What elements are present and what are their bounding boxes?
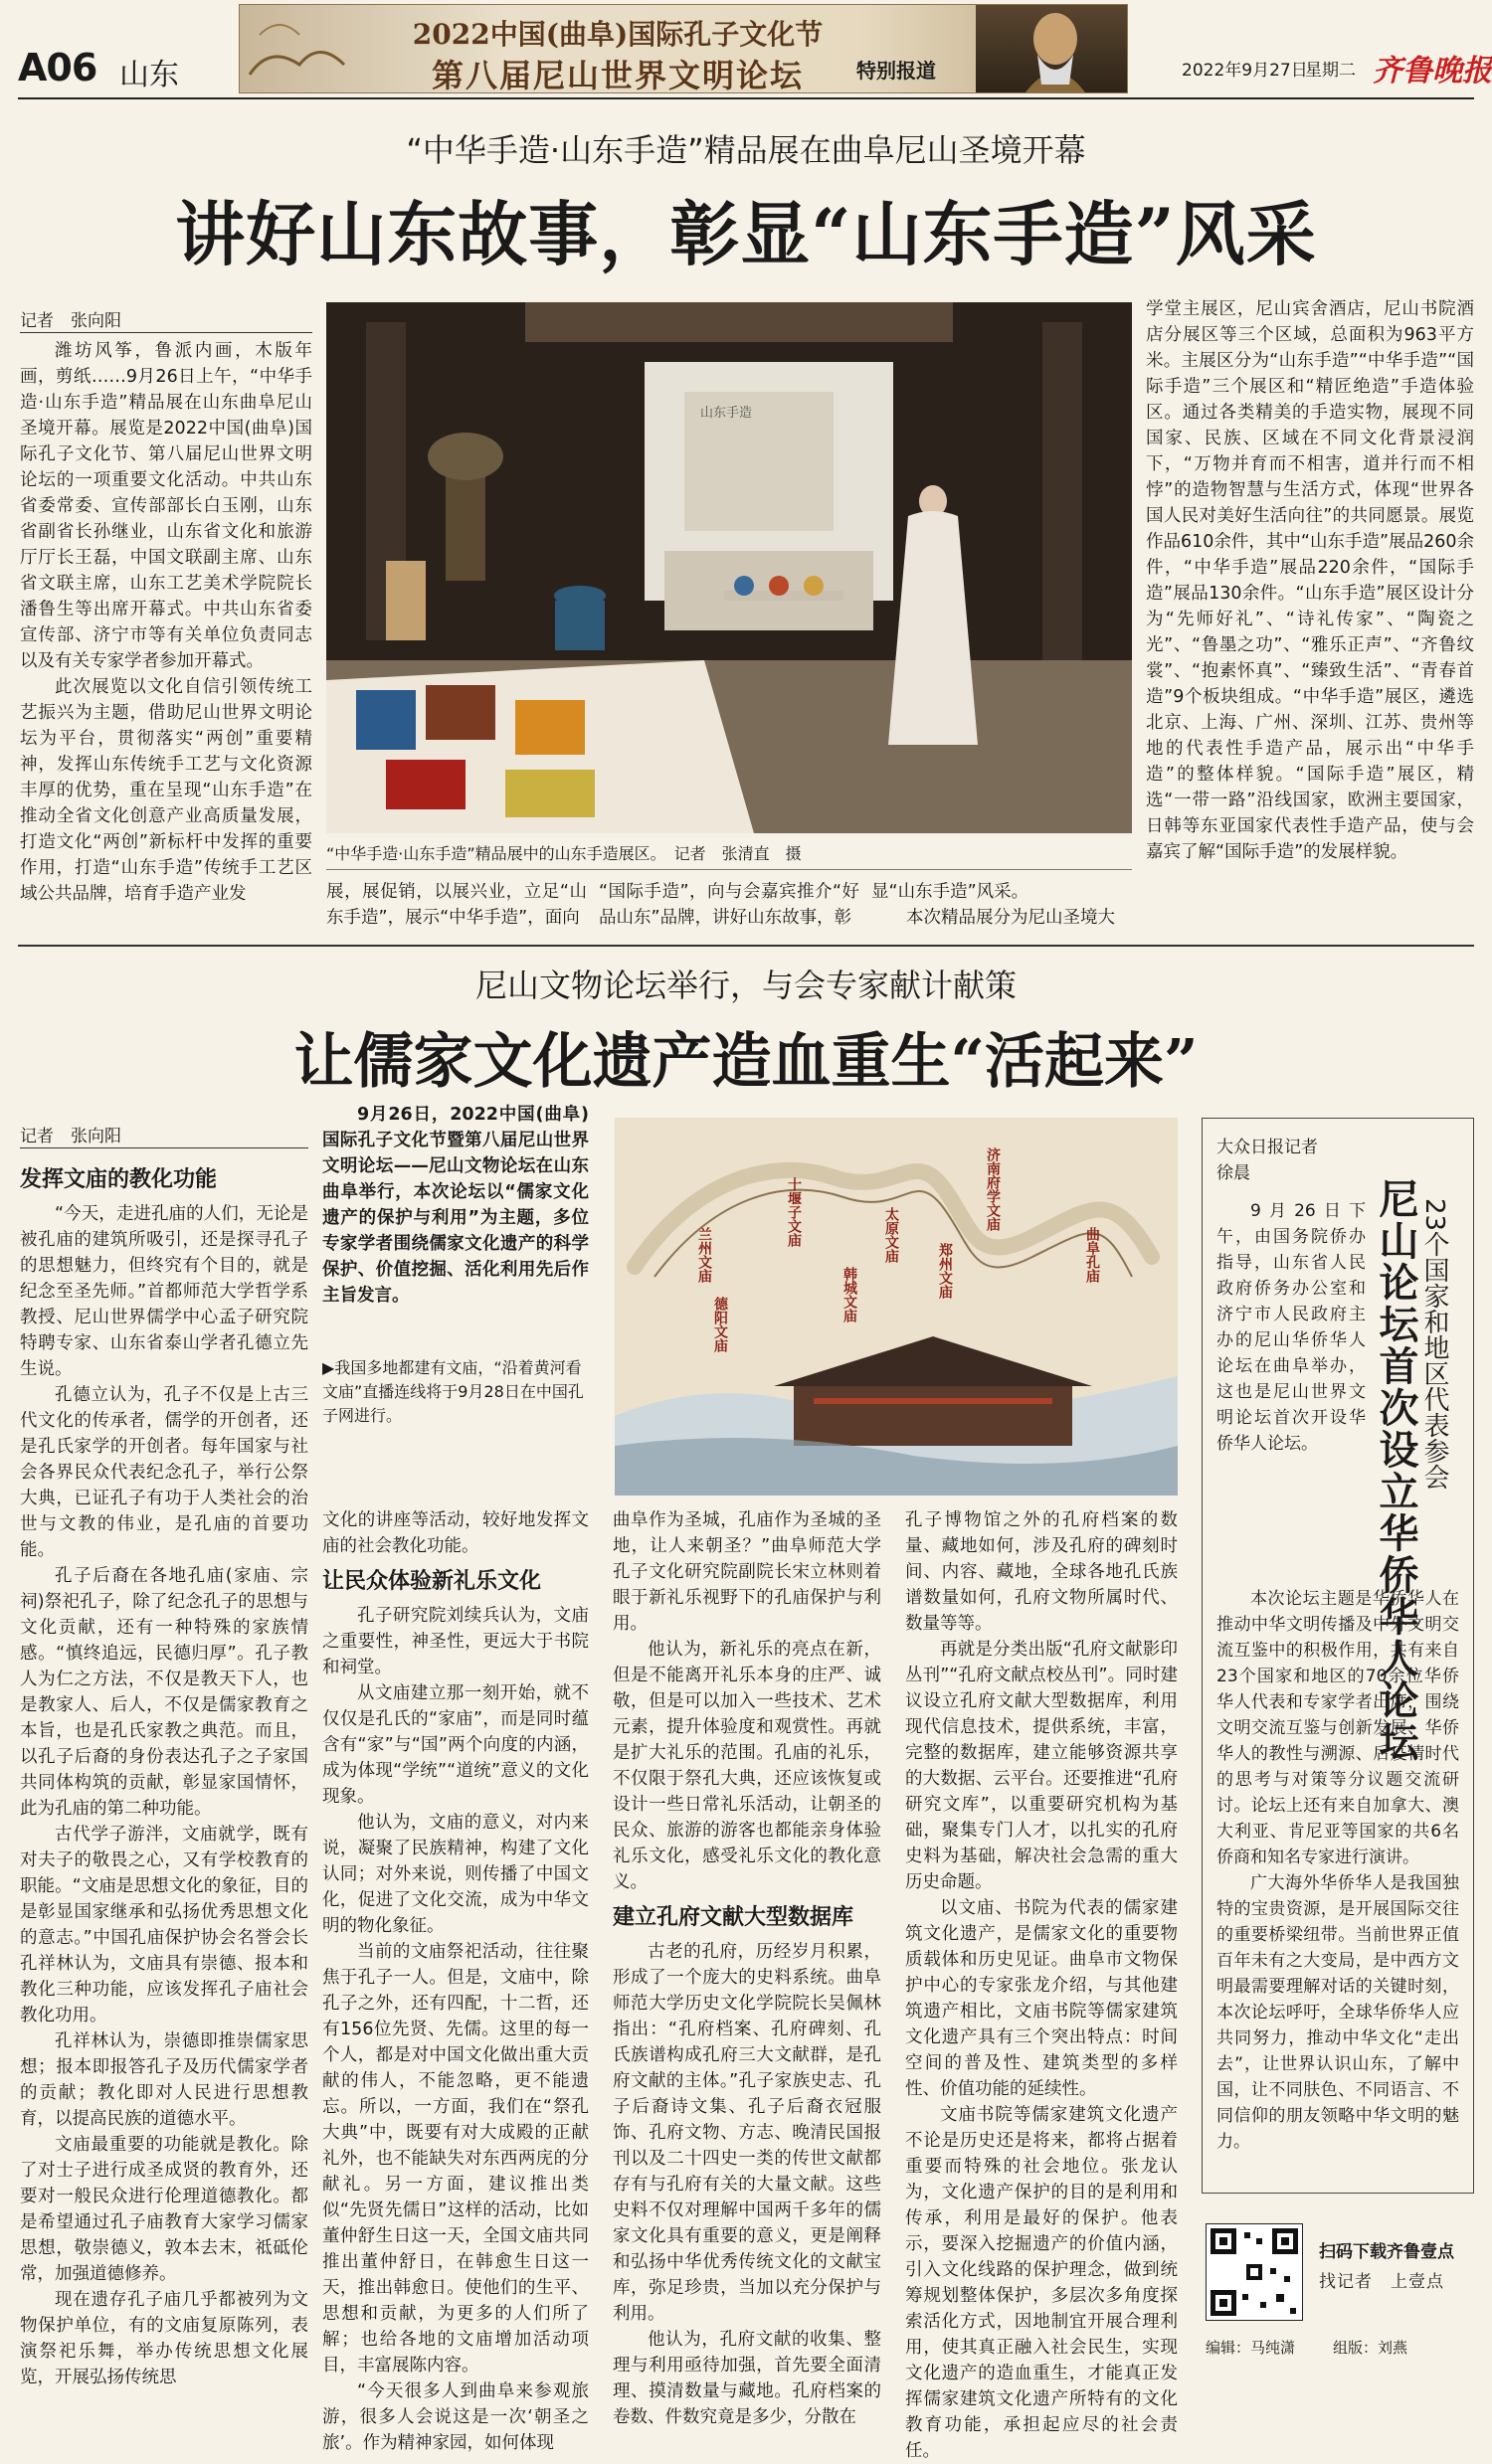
article1-paragraph: 展，展促销，以展兴业，立足“山东手造”，展示“中华手造”，面向	[326, 882, 587, 928]
article3-kicker: 23个国家和地区代表参会	[1419, 1198, 1449, 1491]
masthead-rule	[18, 97, 1474, 99]
editor-credit: 编辑：马纯潇	[1206, 2339, 1296, 2357]
article1-paragraph: 此次展览以文化自信引领传统工艺振兴为主题，借助尼山世界文明论坛为平台，贯彻落实“两创”重要精神，发挥山东传统手工艺与文化资源丰厚的优势，重在呈现“山东手造”在推动全省文化创意产业高质量发展，打造文化“两创”新标杆中发挥的重要作用，打造“山东手造”传统手工艺区域公共品牌，培育手造产业发	[20, 677, 312, 904]
map-label-taiyuan: 太原文庙	[883, 1207, 899, 1263]
map-caption	[322, 1356, 589, 1428]
article1-paragraph: 学堂主展区，尼山宾舍酒店，尼山书院酒店分展区等三个区域，总面积为963平方米。主展区分为“山东手造”“中华手造”“国际手造”三个展区和“精匠绝造”手造体验区。通过各类精美的手造实物，展现不同国家、民族、区域在不同文化背景浸润下，“万物并育而不相害，道并行而不相悖”的造物智慧与生活方式，体现“世界各国人民对美好生活向往”的共同愿景。展览作品610余件，其中“山东手造”展品260余件，“中华手造”展品220余件，“国际手造”展品130余件。“山东手造”展区设计分为“先师好礼”、“诗礼传家”、“陶瓷之光”、“鲁墨之功”、“雅乐正声”、“齐鲁纹裳”、“抱素怀真”、“臻致生活”、“青春首造”9个板块组成。“中华手造”展区，遴选北京、上海、广州、深圳、江苏、贵州等地的代表性手造产品，展示出“中华手造”的整体样貌。“国际手造”展区，精选“一带一路”沿线国家，欧洲主要国家，日韩等东亚国家代表性手造产品，使与会嘉宾了解“国际手造”的发展样貌。	[1146, 299, 1474, 862]
article2-column3	[613, 1507, 881, 2430]
article2-paragraph: 孔子博物馆之外的孔府档案的数量、藏地如何，涉及孔府的碑刻时间、内容、藏地，全球各地孔氏族谱数量如何，孔府文物所属时代、数量等等。	[905, 1510, 1178, 1634]
article2-paragraph: 孔子后裔在各地孔庙(家庙、宗祠)祭祀孔子，除了纪念孔子的思想与文化贡献，还有一种特殊的家族情感。“慎终追远，民德归厚”。孔子教人为仁之方法，不仅是教天下人，也是教家人、后人，不仅是儒家教育之本旨，也是孔氏家教之典范。而且，以孔子后裔的身份表达孔子之子家国共同体构筑的贡献，彰显家国情怀，此为孔庙的第二种功能。	[20, 1566, 308, 1819]
page-number: A06	[18, 46, 97, 89]
qr-caption-line1: 扫码下载齐鲁壹点	[1319, 2242, 1454, 2262]
article1-paragraph: 潍坊风筝，鲁派内画，木版年画，剪纸……9月26日上午，“中华手造·山东手造”精品展在山东曲阜尼山圣境开幕。展览是2022中国(曲阜)国际孔子文化节、第八届尼山世界文明论坛的一项重要文化活动。中共山东省委常委、宣传部部长白玉刚，山东省副省长孙继业，山东省文化和旅游厅厅长王磊，中国文联副主席、山东省文联主席，山东工艺美术学院院长潘鲁生等出席开幕式。中共山东省委宣传部、济宁市等有关单位负责同志以及有关专家学者参加开幕式。	[20, 341, 312, 671]
qr-code-pattern-icon	[1207, 2224, 1302, 2320]
article2-paragraph: 古代学子游泮，文庙就学，既有对夫子的敬畏之心，又有学校教育的职能。“文庙是思想文化的象征，目的是彰显国家继承和弘扬优秀思想文化的意志。”中国孔庙保护协会名誉会长孔祥林认为，文庙具有崇德、报本和教化三种功能，应该发挥孔子庙社会教化功用。	[20, 1825, 308, 2025]
subheading-teaching-function: 发挥文庙的教化功能	[20, 1167, 218, 1192]
article3-headline: 尼山论坛首次设立华侨华人论坛	[1373, 1178, 1419, 1763]
article3-paragraph: 本次论坛主题是华侨华人在推动中华文明传播及中外文明交流互鉴中的积极作用，共有来自23个国家和地区的70余位华侨华人代表和专家学者出席，围绕文明交流互鉴与创新发展、华侨华人的教性与溯源、后疫情时代的思考与对策等分议题交流研讨。论坛上还有来自加拿大、澳大利亚、肯尼亚等国家的共6名侨商和知名专家进行演讲。	[1216, 1589, 1459, 1867]
article2-paragraph: 当前的文庙祭祀活动，往往聚焦于孔子一人。但是，文庙中，除孔子之外，还有四配，十二哲，还有156位先贤、先儒。这里的每一个人，都是对中国文化做出重大贡献的伟人，不能忽略，更不能遗忘。所以，一方面，我们在“祭孔大典”中，既要有对大成殿的正献礼外，也不能缺失对东西两庑的分献礼。另一方面，建议推出类似“先贤先儒日”这样的活动，比如董仲舒生日这一天，全国文庙共同推出董仲舒日，在韩愈生日这一天，推出韩愈日。使他们的生平、思想和贡献，为更多的人们所了解；也给各地的文庙增加活动项目，丰富展陈内容。	[322, 1942, 589, 2376]
article1-column5	[1146, 296, 1474, 865]
article1-paragraph: 本次精品展分为尼山圣境大	[906, 908, 1115, 928]
article3-byline-org: 大众日报记者	[1216, 1138, 1318, 1157]
article2-column1	[20, 1157, 308, 2390]
article2-lead: 9月26日，2022中国(曲阜)国际孔子文化节暨第八届尼山世界文明论坛——尼山文物论坛在山东曲阜举行，本次论坛以“儒家文化遗产的保护与利用”为主题，多位专家学者围绕儒家文化遗产的科学保护、价值挖掘、活化利用先后作主旨发言。	[322, 1105, 589, 1306]
article2-kicker: 尼山文物论坛举行，与会专家献计献策	[474, 967, 1017, 1004]
exhibition-hall-scene	[326, 302, 1132, 833]
article2-paragraph: 他认为，孔府文献的收集、整理与利用亟待加强，首先要全面清理、摸清数量与藏地。孔府档案的卷数、件数究竟是多少，分散在	[613, 2330, 881, 2427]
exhibition-sign: 山东手造	[700, 406, 753, 421]
article3-body-full	[1216, 1586, 1459, 2155]
article2-paragraph: 从文庙建立那一刻开始，就不仅仅是孔氏的“家庙”，而是同时蕴含有“家”与“国”两个向度的内涵，成为体现“学统”“道统”意义的文化现象。	[322, 1683, 589, 1807]
qr-code[interactable]	[1206, 2223, 1303, 2321]
article2-paragraph: 孔德立认为，孔子不仅是上古三代文化的传承者，儒学的开创者，还是孔氏家学的开创者。每年国家与社会各界民众代表纪念孔子，举行公祭大典，已证孔子有功于人类社会的治世与文教的伟业，是孔庙的首要功能。	[20, 1385, 308, 1560]
article3-paragraph: 广大海外华侨华人是我国独特的宝贵资源，是开展国际交往的重要桥梁纽带。当前世界正值百年未有之大变局，是中西方文明最需要理解对话的关键时刻，本次论坛呼吁，全球华侨华人应共同努力，推动中华文化“走出去”，让世界认识山东，了解中国，让不同肤色、不同语言、不同信仰的朋友领略中华文明的魅力。	[1216, 1873, 1459, 2152]
article2-paragraph: “今天，走进孔庙的人们，无论是被孔庙的建筑所吸引，还是探寻孔子的思想魅力，但终究有个目的，就是纪念至圣先师。”首都师范大学哲学系教授、尼山世界儒学中心孟子研究院特聘专家、山东省泰山学者孔德立先生说。	[20, 1204, 308, 1379]
article2-paragraph: 文化的讲座等活动，较好地发挥文庙的社会教化功能。	[322, 1510, 589, 1556]
banner-tag: 特别报道	[856, 59, 936, 83]
masthead	[0, 0, 1492, 99]
article1-caption-rule	[326, 869, 1132, 870]
article2-byline-rule	[20, 1147, 308, 1148]
article1-photo-caption: “中华手造·山东手造”精品展中的山东手造展区。 记者 张清直 摄	[326, 844, 802, 863]
article1-bottom-rule	[18, 945, 1474, 947]
festival-banner	[239, 4, 1128, 93]
article2-paragraph: 他认为，文庙的意义，对内来说，凝聚了民族精神，构建了文化认同；对外来说，则传播了中国文化，促进了文化交流，成为中华文明的物化象征。	[322, 1813, 589, 1936]
article1-paragraph: 显“山东手造”风采。	[871, 882, 1029, 902]
banner-title-line2: 第八届尼山世界文明论坛	[431, 57, 804, 93]
article2-paragraph: 现在遗存孔子庙几乎都被列为文物保护单位，有的文庙复原陈列，表演祭祀乐舞，举办传统思想文化展览，开展弘扬传统思	[20, 2290, 308, 2387]
map-label-hancheng: 韩城文庙	[841, 1267, 857, 1322]
article2-paragraph: 文庙最重要的功能就是教化。除了对士子进行成圣成贤的教育外，还要对一般民众进行伦理道德教化。都是希望通过孔子庙教育大家学习儒家思想，敬崇德义，敦本去末，祗砥伦常，加强道德修养。	[20, 2135, 308, 2284]
article2-column4	[905, 1507, 1178, 2464]
map-label-jinan: 济南府学文庙	[985, 1147, 1001, 1231]
banner-title-line1: 2022中国(曲阜)国际孔子文化节	[412, 18, 824, 51]
article3-byline-name: 徐晨	[1216, 1163, 1250, 1183]
confucius-portrait	[976, 5, 1127, 92]
article3-paragraph: 9月26日下午，由国务院侨办指导，山东省人民政府侨务办公室和济宁市人民政府主办的尼山华侨华人论坛在曲阜举办，这也是尼山世界文明论坛首次开设华侨华人论坛。	[1216, 1201, 1366, 1454]
map-label-deyang: 德阳文庙	[712, 1297, 728, 1352]
article2-paragraph: 他认为，新礼乐的亮点在新，但是不能离开礼乐本身的庄严、诚敬，但是可以加入一些技术、艺术元素，提升体验度和观赏性。再就是扩大礼乐的范围。孔庙的礼乐，不仅限于祭孔大典，还应该恢复或设计一些日常礼乐活动，让朝圣的民众、旅游的游客也都能亲身体验礼乐文化，感受礼乐文化的教化意义。	[613, 1640, 881, 1892]
article1-kicker: “中华手造·山东手造”精品展在曲阜尼山圣境开幕	[406, 131, 1086, 169]
article1-photo-exhibition	[326, 302, 1132, 833]
article2-paragraph: 孔子研究院刘续兵认为，文庙之重要性，神圣性，更远大于书院和祠堂。	[322, 1606, 589, 1677]
newspaper-logo: 齐鲁晚报	[1373, 54, 1492, 88]
layout-credit: 组版：刘燕	[1333, 2339, 1408, 2357]
map-caption-text: 我国多地都建有文庙，“沿着黄河看文庙”直播连线将于9月28日在中国孔子网进行。	[322, 1358, 584, 1425]
article2-paragraph: 曲阜作为圣城，孔庙作为圣城的圣地，让人来朝圣？”曲阜师范大学孔子文化研究院副院长宋立林则着眼于新礼乐视野下的孔庙保护与利用。	[613, 1510, 881, 1634]
yellow-river-map	[615, 1118, 1178, 1496]
article1-column4	[871, 879, 1132, 931]
subheading-kongfu-database: 建立孔府文献大型数据库	[613, 1905, 854, 1930]
article2-column2	[322, 1507, 589, 2456]
article2-paragraph: “今天很多人到曲阜来参观旅游，很多人会说这是一次‘朝圣之旅’。作为精神家园，如何体现	[322, 2381, 589, 2453]
subheading-new-ritual-music: 让民众体验新礼乐文化	[322, 1569, 542, 1594]
article1-column3	[599, 879, 859, 931]
map-label-lanzhou: 兰州文庙	[696, 1227, 712, 1283]
article2-paragraph: 以文庙、书院为代表的儒家建筑文化遗产，是儒家文化的重要物质载体和历史见证。曲阜市文物保护中心的专家张龙介绍，与其他建筑遗产相比，文庙书院等儒家建筑文化遗产具有三个突出特点：时间空间的普及性、建筑类型的多样性、价值功能的延续性。	[905, 1898, 1178, 2099]
article2-paragraph: 古老的孔府，历经岁月积累，形成了一个庞大的史料系统。曲阜师范大学历史文化学院院长吴佩林指出：“孔府档案、孔府碑刻、孔氏族谱构成孔府三大文献群，是孔府文献的主体。”孔子家族史志、孔子后裔诗文集、孔子后裔衣冠服饰、孔府文物、方志、晚清民国报刊以及二十四史一类的传世文献都存有与孔府有关的大量文献。这些史料不仅对理解中国两千多年的儒家文化具有重要的意义，更是阐释和弘扬中华优秀传统文化的文献宝库，弥足珍贵，当加以充分保护与利用。	[613, 1942, 881, 2324]
issue-weekday: 星期二	[1305, 61, 1356, 81]
article1-byline-rule	[20, 332, 312, 333]
article2-paragraph: 再就是分类出版“孔府文献影印丛刊”“孔府文献点校丛刊”。同时建议设立孔府文献大型数据库，利用现代信息技术，提供系统，丰富，完整的数据库，建立能够资源共享的大数据、云平台。还要推进“孔府研究文库”，以重要研究机构为基础，聚集专门人才，以扎实的孔府史料为基础，解决社会急需的重大历史命题。	[905, 1640, 1178, 1892]
temple-map-figure	[615, 1118, 1178, 1496]
map-label-shiyan: 十堰子文庙	[786, 1177, 802, 1247]
article1-column2	[326, 879, 587, 931]
issue-date: 2022年9月27日	[1182, 61, 1308, 81]
article1-byline: 记者 张向阳	[20, 311, 121, 331]
map-label-qufu: 曲阜孔庙	[1084, 1227, 1100, 1283]
article2-paragraph: 孔祥林认为，崇德即推崇儒家思想；报本即报答孔子及历代儒家学者的贡献；教化即对人民进行思想教育，以提高民族的道德水平。	[20, 2031, 308, 2129]
article2-headline: 让儒家文化遗产造血重生“活起来”	[293, 1027, 1199, 1097]
article3-box	[1202, 1118, 1474, 2194]
article3-body	[1216, 1198, 1366, 1457]
caption-arrow-icon: ▶	[322, 1358, 335, 1377]
article2-paragraph: 文庙书院等儒家建筑文化遗产不论是历史还是将来，都将占据着重要而特殊的社会地位。张龙认为，文化遗产保护的目的是利用和传承，利用是最好的保护。他表示，要深入挖掘遗产的价值内涵，引入文化线路的保护理念，做到统筹规划整体保护，多层次多角度探索活化方式，因地制宜开展合理利用，使其真正融入社会民生，实现文化遗产的造血重生，才能真正发挥儒家建筑文化遗产所特有的文化教育功能，承担起应尽的社会责任。	[905, 2105, 1178, 2461]
article2-byline: 记者 张向阳	[20, 1127, 121, 1146]
section-name: 山东	[119, 58, 179, 92]
article1-column1	[20, 338, 312, 907]
article1-paragraph: “国际手造”，向与会嘉宾推介“好品山东”品牌，讲好山东故事，彰	[599, 882, 859, 928]
qr-caption-line2: 找记者 上壹点	[1319, 2272, 1444, 2292]
map-label-zhengzhou: 郑州文庙	[937, 1243, 953, 1299]
article1-headline: 讲好山东故事，彰显“山东手造”风采	[175, 193, 1317, 275]
